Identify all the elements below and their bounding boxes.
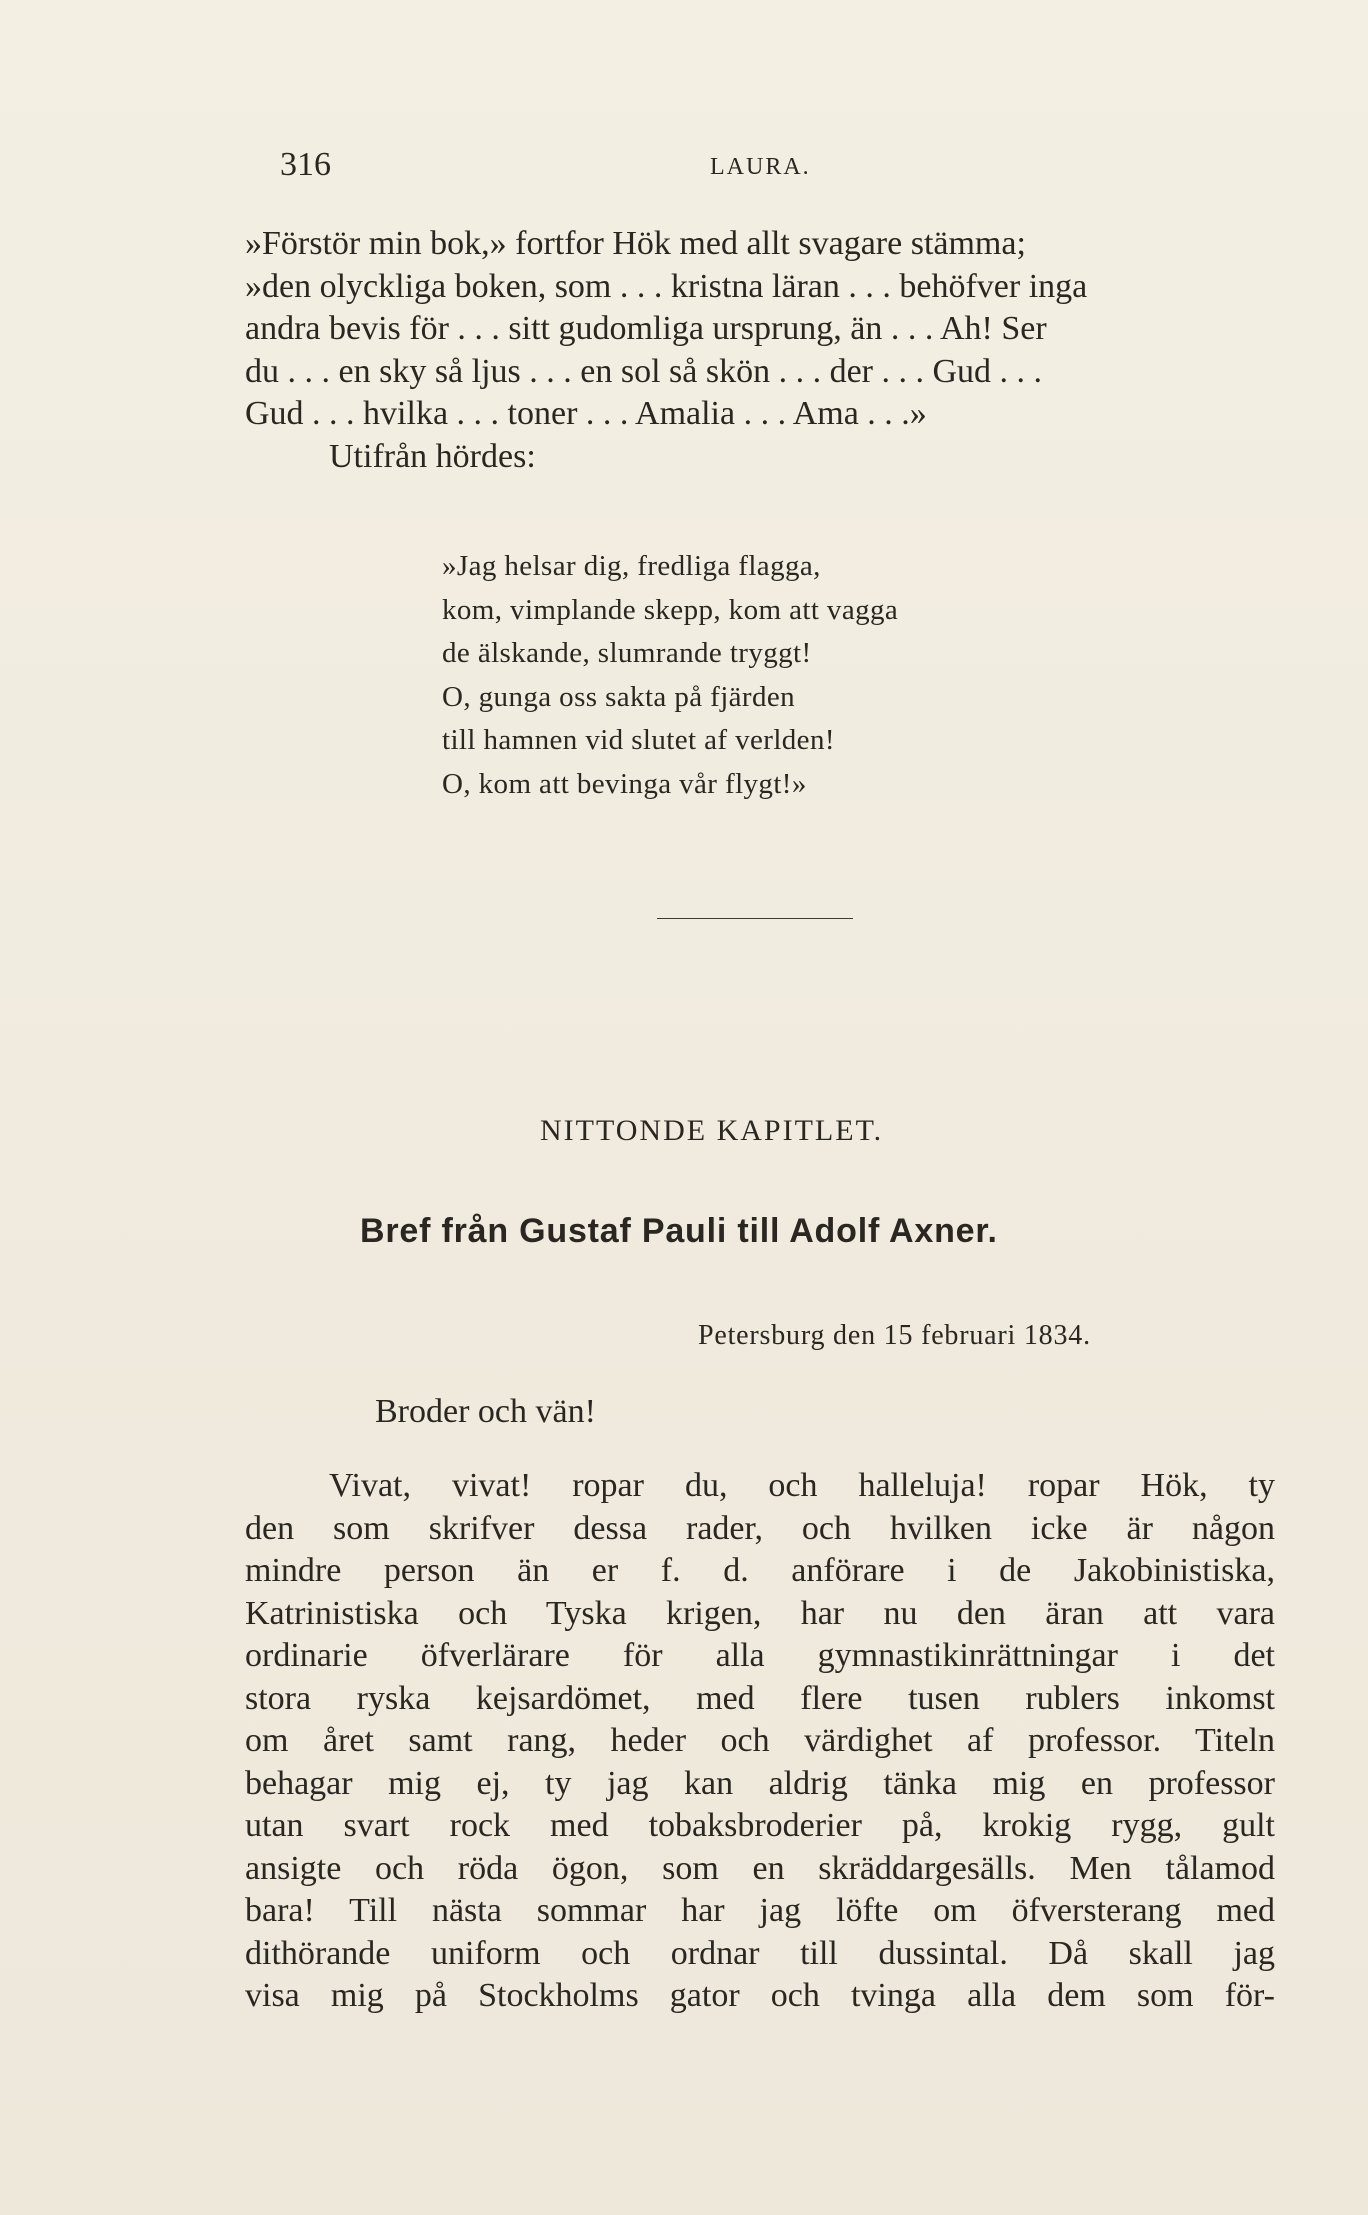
letter-salutation: Broder och vän! <box>375 1393 596 1430</box>
letter-line: bara! Till nästa sommar har jag löfte om öfversterang med <box>245 1892 1275 1929</box>
letter-line: ansigte och röda ögon, som en skräddargesälls. Men tålamod <box>245 1849 1275 1887</box>
passage-line: Gud . . . hvilka . . . toner . . . Amalia . . . Ama . . .» <box>245 395 927 432</box>
page-header <box>280 146 1180 186</box>
letter-line: behagar mig ej, ty jag kan aldrig tänka mig en professor <box>245 1764 1275 1802</box>
verse-line: till hamnen vid slutet af verlden! <box>442 724 835 756</box>
verse-line: O, gunga oss sakta på fjärden <box>442 680 796 713</box>
opening-passage <box>245 223 1275 478</box>
running-head: LAURA. <box>710 154 811 180</box>
letter-line: visa mig på Stockholms gator och tvinga alla dem som för- <box>245 1977 1275 2014</box>
passage-line: »den olyckliga boken, som . . . kristna läran . . . behöfver inga <box>245 267 1088 305</box>
verse-line: O, kom att bevinga vår flygt!» <box>442 767 807 800</box>
verse-block <box>442 545 1202 806</box>
letter-line: den som skrifver dessa rader, och hvilken icke är någon <box>245 1509 1275 1547</box>
letter-line: Katrinistiska och Tyska krigen, har nu den äran att vara <box>245 1594 1275 1632</box>
letter-line: Vivat, vivat! ropar du, och halleluja! ropar Hök, ty <box>329 1467 1275 1504</box>
chapter-title-text: NITTONDE KAPITLET. <box>540 1114 884 1147</box>
letter-line: ordinarie öfverlärare för alla gymnastikinrättningar i det <box>245 1637 1275 1674</box>
verse-line: kom, vimplande skepp, kom att vagga <box>442 593 899 626</box>
letter-line: dithörande uniform och ordnar till dussintal. Då skall jag <box>245 1934 1275 1972</box>
page-number: 316 <box>280 146 331 183</box>
passage-line: andra bevis för . . . sitt gudomliga ursprung, än . . . Ah! Ser <box>245 310 1047 347</box>
letter-body <box>245 1465 1275 2018</box>
chapter-title <box>540 1114 883 1148</box>
verse-line: de älskande, slumrande tryggt! <box>442 637 812 669</box>
letter-heading: Bref från Gustaf Pauli till Adolf Axner. <box>360 1212 998 1250</box>
letter-line: utan svart rock med tobaksbroderier på, krokig rygg, gult <box>245 1807 1275 1844</box>
passage-line: Utifrån hördes: <box>329 437 536 475</box>
letter-date: Petersburg den 15 februari 1834. <box>698 1320 1091 1351</box>
letter-line: stora ryska kejsardömet, med flere tusen rublers inkomst <box>245 1679 1275 1717</box>
verse-line: »Jag helsar dig, fredliga flagga, <box>442 550 821 582</box>
letter-line: mindre person än er f. d. anförare i de Jakobinistiska, <box>245 1552 1275 1589</box>
passage-line: »Förstör min bok,» fortfor Hök med allt svagare stämma; <box>245 225 1026 262</box>
passage-line: du . . . en sky så ljus . . . en sol så skön . . . der . . . Gud . . . <box>245 352 1043 390</box>
letter-line: om året samt rang, heder och värdighet af professor. Titeln <box>245 1722 1275 1759</box>
section-divider <box>657 918 853 919</box>
